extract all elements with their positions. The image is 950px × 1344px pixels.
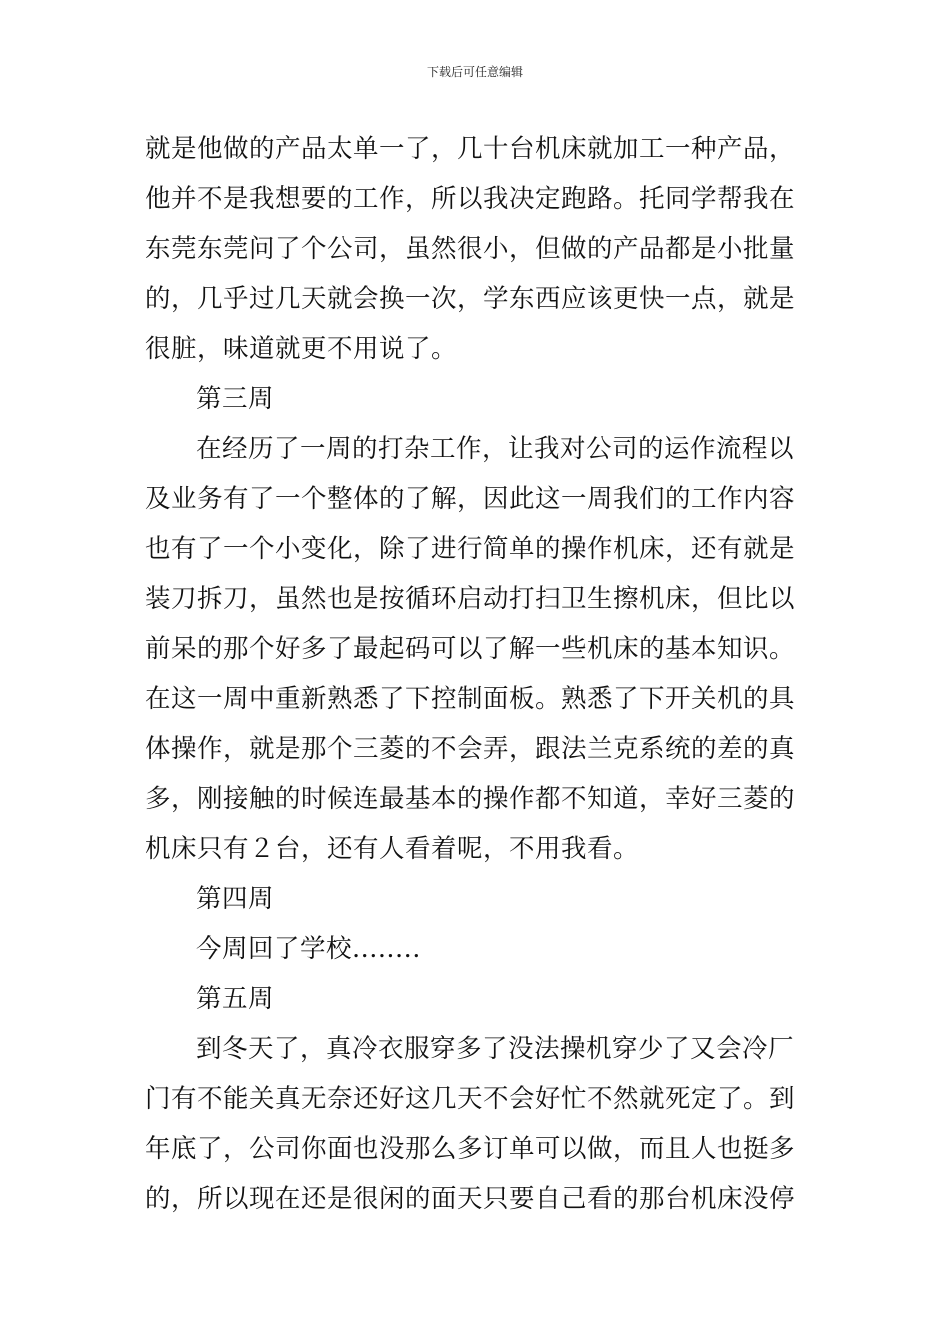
text-line: 在经历了一周的打杂工作，让我对公司的运作流程以 <box>196 434 795 464</box>
text-line: 的，几乎过几天就会换一次，学东西应该更快一点，就是 <box>145 284 796 314</box>
text-line: 今周回了学校........ <box>196 934 421 964</box>
text-line: 就是他做的产品太单一了，几十台机床就加工一种产品， <box>145 134 796 164</box>
document-body <box>145 124 807 1224</box>
text-line: 他并不是我想要的工作，所以我决定跑路。托同学帮我在 <box>145 184 796 214</box>
text-line: 及业务有了一个整体的了解，因此这一周我们的工作内容 <box>145 484 796 514</box>
text-line: 前呆的那个好多了最起码可以了解一些机床的基本知识。 <box>145 634 796 664</box>
text-line: 很脏，味道就更不用说了。 <box>145 334 458 364</box>
text-line: 东莞东莞问了个公司，虽然很小，但做的产品都是小批量 <box>145 234 796 264</box>
text-line: 多，刚接触的时候连最基本的操作都不知道，幸好三菱的 <box>145 784 796 814</box>
text-line: 门有不能关真无奈还好这几天不会好忙不然就死定了。到 <box>145 1084 796 1114</box>
page-header: 下载后可任意编辑 <box>426 65 523 79</box>
text-line: 的，所以现在还是很闲的面天只要自己看的那台机床没停 <box>145 1184 796 1214</box>
text-line: 也有了一个小变化，除了进行简单的操作机床，还有就是 <box>145 534 796 564</box>
text-line: 年底了，公司你面也没那么多订单可以做，而且人也挺多 <box>145 1134 796 1164</box>
section-heading-week-4: 第四周 <box>196 884 275 914</box>
text-line: 体操作，就是那个三菱的不会弄，跟法兰克系统的差的真 <box>145 734 796 764</box>
text-line: 在这一周中重新熟悉了下控制面板。熟悉了下开关机的具 <box>145 684 796 714</box>
section-heading-week-3: 第三周 <box>196 384 275 414</box>
text-line: 到冬天了，真冷衣服穿多了没法操机穿少了又会冷厂 <box>196 1034 795 1064</box>
text-line: 装刀拆刀，虽然也是按循环启动打扫卫生擦机床，但比以 <box>145 584 796 614</box>
text-line: 机床只有２台，还有人看着呢，不用我看。 <box>145 834 640 864</box>
section-heading-week-5: 第五周 <box>196 984 275 1014</box>
